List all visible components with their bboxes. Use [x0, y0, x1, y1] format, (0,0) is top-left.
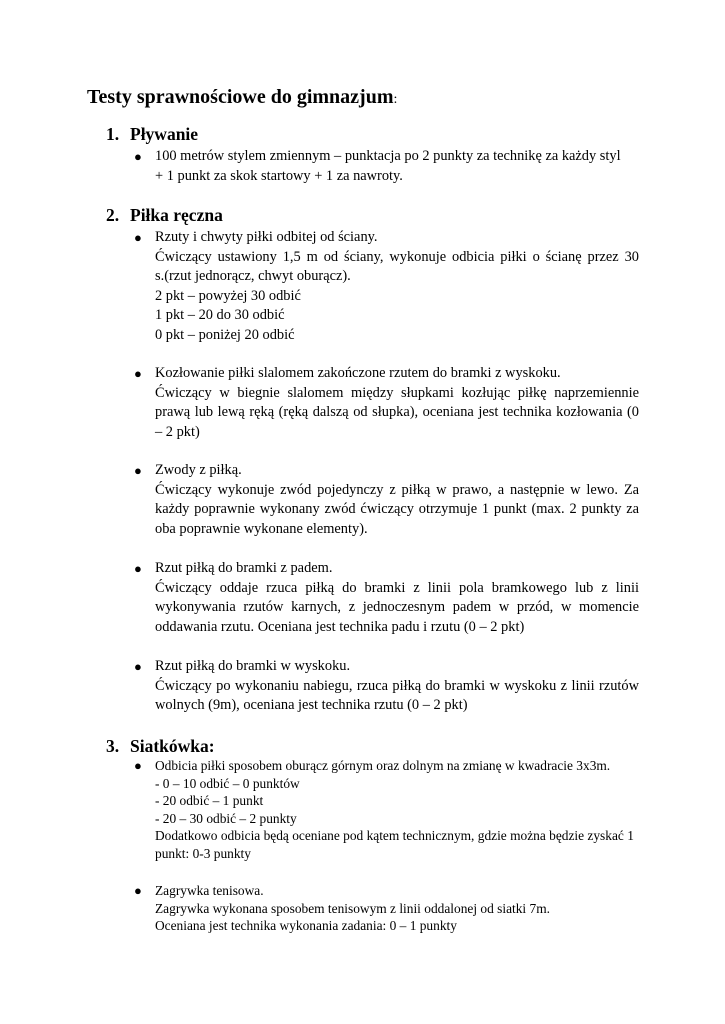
bullet-icon: ●: [134, 883, 142, 898]
item-line: punkt: 0-3 punkty: [155, 845, 251, 861]
item-line: 2 pkt – powyżej 30 odbić: [155, 287, 301, 304]
item-line: Rzut piłką do bramki z padem.: [155, 560, 333, 576]
item-line: Zagrywka wykonana sposobem tenisowym z linii oddalonej od siatki 7m.: [155, 900, 550, 916]
item-line: wykonywania rzutów karnych, z jednoczesnym padem w przód, w momencie: [155, 599, 639, 615]
item-line: Rzut piłką do bramki w wyskoku.: [155, 658, 351, 674]
item-line: wolnych (9m), oceniana jest technika rzutu (0 – 2 pkt): [155, 697, 468, 713]
list-item: [134, 882, 639, 935]
list-item: [134, 461, 639, 539]
item-line: 1 pkt – 20 do 30 odbić: [155, 307, 285, 323]
item-line: Dodatkowo odbicia będą oceniane pod kątem technicznym, gdzie można będzie zyskać 1: [155, 828, 634, 844]
item-line: 0 pkt – poniżej 20 odbić: [155, 326, 295, 343]
item-line: 100 metrów stylem zmiennym – punktacja po 2 punkty za technikę za każdy styl: [155, 148, 621, 164]
item-line: Rzuty i chwyty piłki odbitej od ściany.: [155, 229, 378, 245]
section-heading-pilka-reczna: [106, 205, 223, 226]
list-item: [134, 364, 639, 442]
bullet-icon: ●: [134, 149, 142, 164]
item-line: Ćwiczący oddaje rzuca piłką do bramki z linii pola bramkowego lub z linii: [155, 579, 639, 596]
title-text: Testy sprawnościowe do gimnazjum: [87, 86, 394, 108]
item-line: Ćwiczący wykonuje zwód pojedynczy z piłką w prawo, a następnie w lewo. Za: [155, 481, 639, 498]
section-number: 2.: [106, 205, 120, 225]
item-line: + 1 punkt za skok startowy + 1 za nawroty.: [155, 167, 403, 184]
bullet-icon: ●: [134, 561, 142, 576]
list-item: [134, 228, 639, 345]
item-line: Zagrywka tenisowa.: [155, 883, 264, 898]
item-line: Zwody z piłką.: [155, 462, 242, 478]
section-heading-plywanie: [106, 124, 198, 145]
item-line: - 0 – 10 odbić – 0 punktów: [155, 775, 300, 791]
bullet-icon: ●: [134, 659, 142, 674]
section-title: Pływanie: [130, 124, 199, 144]
title-colon: :: [393, 92, 398, 107]
list-item: [134, 657, 639, 716]
section-heading-siatkowka: [106, 736, 215, 757]
item-line: prawą lub lewą ręką (ręką dalszą od słupka), oceniana jest technika kozłowania (0: [155, 404, 639, 420]
item-line: - 20 odbić – 1 punkt: [155, 793, 264, 809]
item-line: Ćwiczący po wykonaniu nabiegu, rzuca piłką do bramki w wyskoku z linii rzutów: [155, 677, 639, 694]
item-line: Oceniana jest technika wykonania zadania: 0 – 1 punkty: [155, 918, 457, 934]
item-line: Kozłowanie piłki slalomem zakończone rzutem do bramki z wyskoku.: [155, 365, 561, 381]
item-line: Odbicia piłki sposobem oburącz górnym oraz dolnym na zmianę w kwadracie 3x3m.: [155, 758, 611, 773]
bullet-icon: ●: [134, 463, 142, 478]
item-line: każdy poprawnie wykonany zwód ćwiczący otrzymuje 1 punkt (max. 2 punkty za: [155, 501, 639, 517]
section-number: 1.: [106, 124, 120, 144]
item-line: oddawania rzutu. Oceniana jest technika padu i rzutu (0 – 2 pkt): [155, 618, 525, 635]
list-item: [134, 147, 639, 186]
item-line: s.(rzut jednorącz, chwyt oburącz).: [155, 268, 351, 284]
item-line: Ćwiczący ustawiony 1,5 m od ściany, wykonuje odbicia piłki o ścianę przez 30: [155, 248, 639, 265]
list-item: [134, 559, 639, 637]
bullet-icon: ●: [134, 758, 142, 773]
item-line: - 20 – 30 odbić – 2 punkty: [155, 810, 297, 826]
bullet-icon: ●: [134, 230, 142, 245]
document-title: [87, 86, 397, 109]
list-item: [134, 757, 639, 863]
item-line: – 2 pkt): [155, 423, 200, 440]
item-line: Ćwiczący w biegnie slalomem między słupkami kozłując piłkę naprzemiennie: [155, 384, 639, 401]
section-title: Piłka ręczna: [130, 205, 223, 225]
section-number: 3.: [106, 736, 120, 756]
item-line: oba poprawnie wykonane elementy).: [155, 520, 368, 537]
bullet-icon: ●: [134, 366, 142, 381]
section-title: Siatkówka:: [130, 736, 215, 756]
